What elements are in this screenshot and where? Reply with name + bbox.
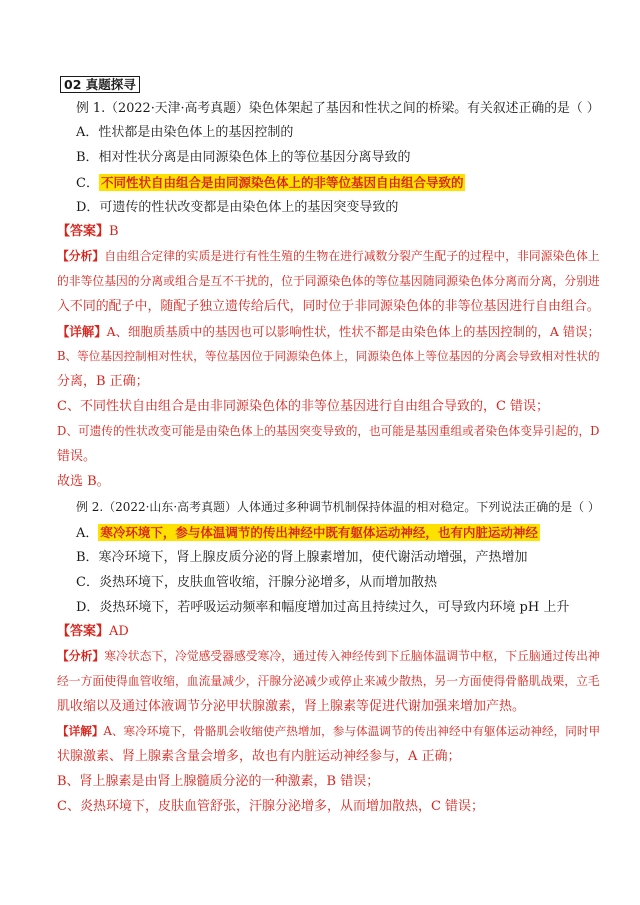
q2-analysis-line-1: 【分析】寒冷状态下，冷觉感受器感受寒冷，通过传入神经传到下丘脑体温调节中枢，下丘脑通过传出神 xyxy=(57,649,600,663)
q1-highlight: 不同性状自由组合是由同源染色体上的非等位基因自由组合导致的 xyxy=(100,175,464,190)
q1-detail-line-1: 【详解】A、细胞质基质中的基因也可以影响性状，性状不都是由染色体上的基因控制的，A 错误； xyxy=(57,324,600,339)
q2-answer-value: AD xyxy=(109,624,129,639)
q1-detail-line-5: D、可遗传的性状改变可能是由染色体上的基因突变导致的，也可能是基因重组或者染色体变异引起的，D xyxy=(57,424,600,438)
q1-detail-line-3: 分离，B 正确； xyxy=(57,374,149,389)
q1-option-c xyxy=(76,174,465,192)
q1-detail-line-2: B、等位基因控制相对性状，等位基因位于同源染色体上，同源染色体上等位基因的分离会导致相对性状的 xyxy=(57,349,600,363)
q1-detail-line-4: C、不同性状自由组合是由非同源染色体的非等位基因进行自由组合导致的，C 错误； xyxy=(57,399,550,414)
q1-detail-line-6: 错误。 xyxy=(57,449,97,464)
q1-analysis-line-2: 的非等位基因的分离或组合是互不干扰的，位于同源染色体的等位基因随同源染色体分离而分离，分别进 xyxy=(57,274,600,288)
q2-option-a-letter: A． xyxy=(76,526,99,541)
q2-option-b: B．寒冷环境下，肾上腺皮质分泌的肾上腺素增加，使代谢活动增强，产热增加 xyxy=(76,550,528,565)
q2-answer-label: 【答案】 xyxy=(57,624,110,639)
section-header xyxy=(60,77,140,94)
q2-answer xyxy=(57,623,129,640)
q2-detail-line-3: B、肾上腺素是由肾上腺髓质分泌的一种激素，B 错误； xyxy=(57,774,380,789)
q1-analysis-line-3: 入不同的配子中，随配子独立遗传给后代，同时位于非同源染色体的非等位基因进行自由组合。 xyxy=(57,299,600,314)
q1-analysis-label: 【分析】 xyxy=(57,249,105,263)
q1-option-b: B．相对性状分离是由同源染色体上的等位基因分离导致的 xyxy=(76,150,411,165)
q2-option-d: D．炎热环境下，若呼吸运动频率和幅度增加过高且持续过久，可导致内环境 pH 上升 xyxy=(76,600,570,615)
q1-analysis-line-1: 【分析】自由组合定律的实质是进行有性生殖的生物在进行减数分裂产生配子的过程中，非同源染色体上 xyxy=(57,249,600,263)
q2-detail-line-4: C、炎热环境下，皮肤血管舒张，汗腺分泌增多，从而增加散热，C 错误； xyxy=(57,799,485,814)
q1-stem: 例 1.（2022·天津·高考真题）染色体架起了基因和性状之间的桥梁。有关叙述正确的是（ ） xyxy=(76,101,600,116)
q2-analysis-line-3: 肌收缩以及通过体液调节分泌甲状腺激素，肾上腺素等促进代谢加强来增加产热。 xyxy=(57,699,526,714)
q2-detail-label: 【详解】 xyxy=(57,724,104,738)
section-title: 02 真题探寻 xyxy=(60,76,140,93)
q2-detail-line-2: 状腺激素、肾上腺素含量会增多，故也有内脏运动神经参与，A 正确； xyxy=(57,749,461,764)
q2-detail-line-1: 【详解】A、寒冷环境下，骨骼肌会收缩使产热增加，参与体温调节的传出神经中有躯体运动神经，同时甲 xyxy=(57,724,601,738)
q1-option-a: A．性状都是由染色体上的基因控制的 xyxy=(76,125,294,140)
q1-detail-label: 【详解】 xyxy=(57,324,107,339)
q1-answer xyxy=(57,223,119,240)
q1-answer-label: 【答案】 xyxy=(57,224,110,239)
q1-conclusion: 故选 B。 xyxy=(57,474,110,489)
q2-option-c: C．炎热环境下，皮肤血管收缩，汗腺分泌增多，从而增加散热 xyxy=(76,575,437,590)
q1-option-c-letter: C． xyxy=(76,176,99,191)
q1-answer-value: B xyxy=(109,224,119,239)
q2-option-a xyxy=(76,524,540,542)
q2-stem: 例 2.（2022·山东·高考真题）人体通过多种调节机制保持体温的相对稳定。下列说法正确的是（ ） xyxy=(76,500,600,514)
q2-analysis-line-2: 经一方面使得血管收缩，血流量减少，汗腺分泌减少或停止来减少散热，另一方面使得骨骼肌战栗，立毛 xyxy=(57,674,600,688)
q1-option-d: D．可遗传的性状改变都是由染色体上的基因突变导致的 xyxy=(76,200,399,215)
q2-highlight: 寒冷环境下，参与体温调节的传出神经中既有躯体运动神经，也有内脏运动神经 xyxy=(100,525,538,540)
q2-analysis-label: 【分析】 xyxy=(57,649,105,663)
